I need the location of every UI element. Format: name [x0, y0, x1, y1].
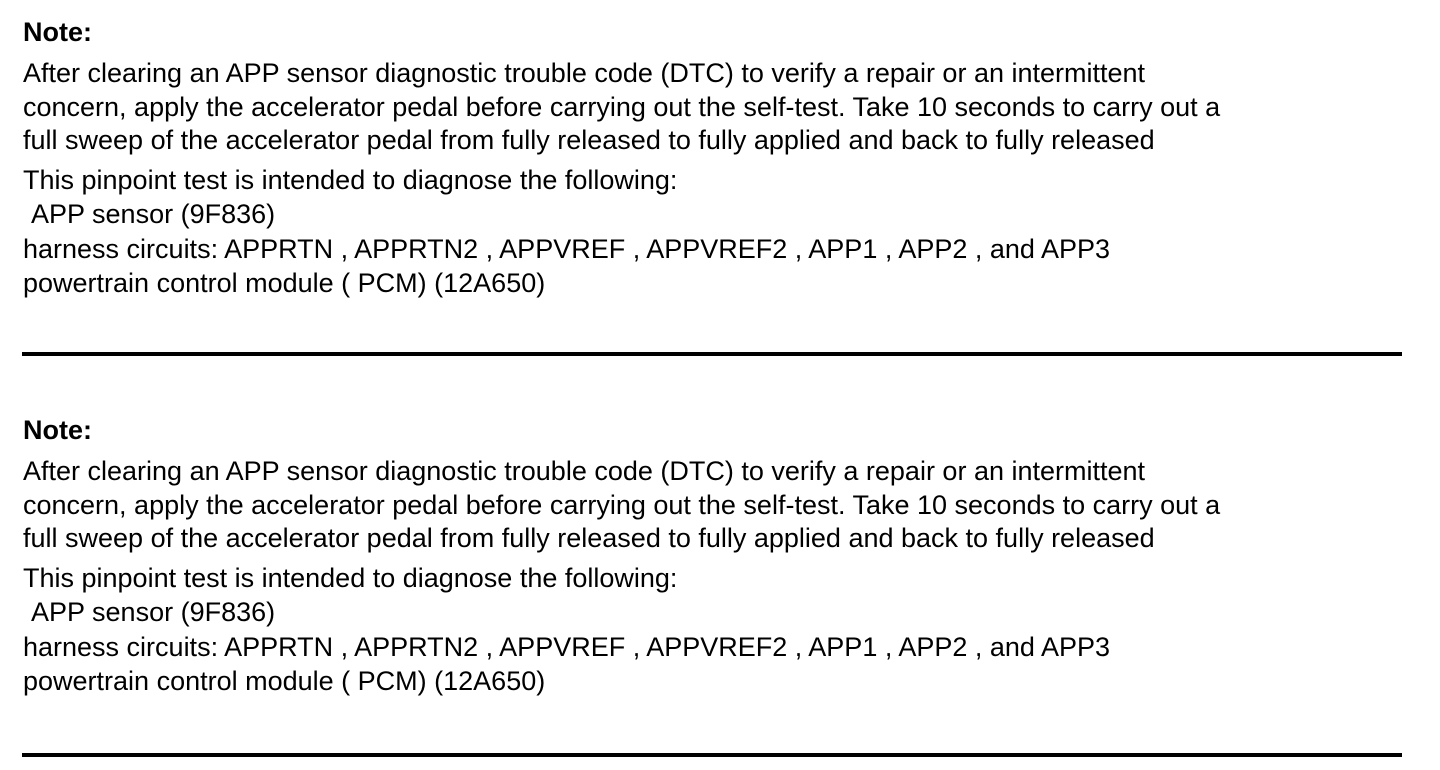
scope-intro: This pinpoint test is intended to diagnose the following:	[23, 562, 678, 593]
note-body	[23, 455, 1403, 556]
section-divider	[22, 753, 1402, 757]
pinpoint-test-scope	[23, 163, 1403, 301]
note-line: full sweep of the accelerator pedal from fully released to fully applied and back to fully released	[23, 523, 1155, 554]
note-line: concern, apply the accelerator pedal before carrying out the self-test. Take 10 seconds to carry out a	[23, 91, 1221, 122]
note-line: concern, apply the accelerator pedal before carrying out the self-test. Take 10 seconds to carry out a	[23, 489, 1221, 520]
scope-item: harness circuits: APPRTN , APPRTN2 , APPVREF , APPVREF2 , APP1 , APP2 , and APP3	[23, 233, 1111, 264]
scope-item: powertrain control module ( PCM) (12A650)	[23, 666, 546, 697]
note-section-2	[23, 412, 1403, 699]
note-line: After clearing an APP sensor diagnostic trouble code (DTC) to verify a repair or an intermittent	[23, 58, 1146, 88]
note-heading: Note:	[23, 17, 92, 47]
section-divider	[22, 352, 1402, 356]
scope-item: harness circuits: APPRTN , APPRTN2 , APPVREF , APPVREF2 , APP1 , APP2 , and APP3	[23, 631, 1111, 662]
scope-item: powertrain control module ( PCM) (12A650)	[23, 268, 546, 299]
pinpoint-test-scope	[23, 561, 1403, 699]
scope-intro: This pinpoint test is intended to diagnose the following:	[23, 164, 678, 195]
note-heading: Note:	[23, 415, 92, 445]
scope-item: APP sensor (9F836)	[31, 597, 276, 628]
note-line: After clearing an APP sensor diagnostic trouble code (DTC) to verify a repair or an intermittent	[23, 456, 1146, 486]
note-body	[23, 57, 1403, 158]
scope-item: APP sensor (9F836)	[31, 199, 276, 230]
note-section-1	[23, 14, 1403, 301]
note-line: full sweep of the accelerator pedal from fully released to fully applied and back to fully released	[23, 125, 1155, 156]
